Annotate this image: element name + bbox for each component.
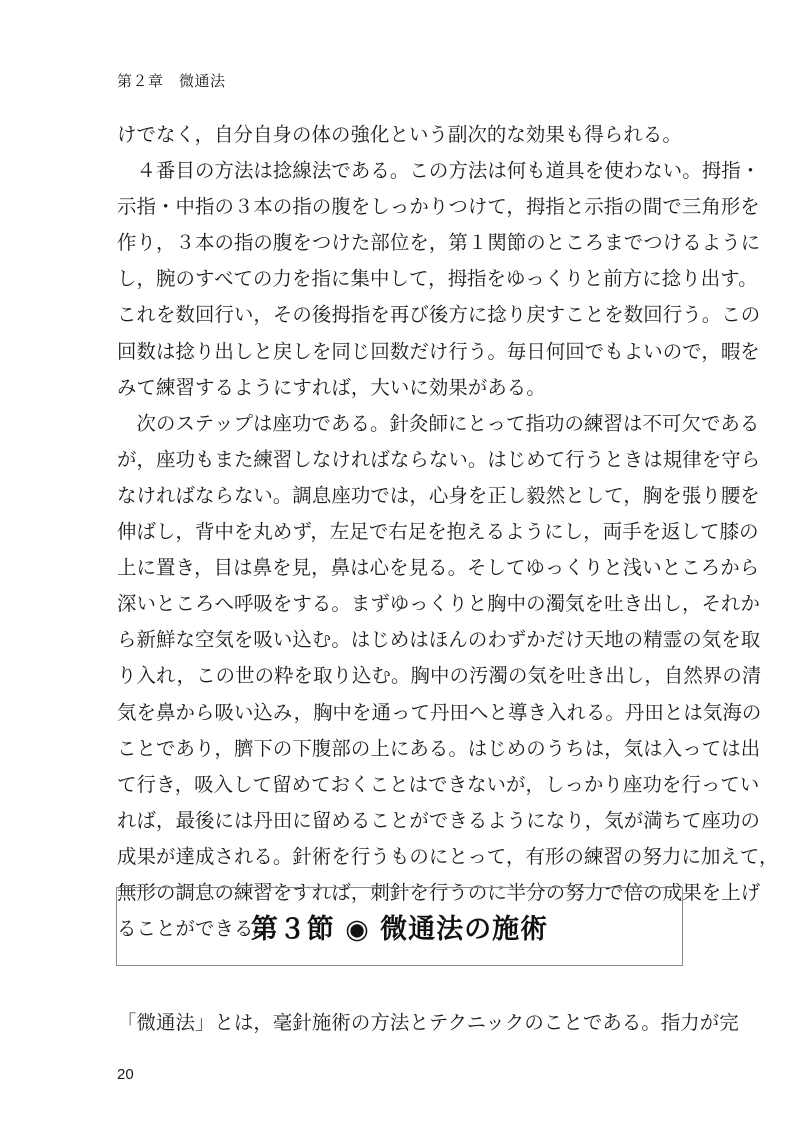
text-line: 示指・中指の３本の指の腹をしっかりつけて，拇指と示指の間で三角形を xyxy=(117,195,760,219)
section-body-text xyxy=(117,1005,739,1041)
text-line: なければならない。調息座功では，心身を正し毅然として，胸を張り腰を xyxy=(117,483,760,507)
text-line: が，座功もまた練習しなければならない。はじめて行うときは規律を守ら xyxy=(117,447,761,471)
text-line: 伸ばし，背中を丸めず，左足で右足を抱えるようにし，両手を返して膝の xyxy=(117,520,759,544)
text-line: 回数は捻り出しと戻しを同じ回数だけ行う。毎日何回でもよいので，暇を xyxy=(117,339,760,363)
body-text xyxy=(117,117,779,947)
text-line: 「微通法」とは，毫針施術の方法とテクニックのことである。指力が完 xyxy=(117,1011,739,1034)
text-line: ４番目の方法は捻線法である。この方法は何も道具を使わない。拇指・ xyxy=(117,159,761,183)
text-line: ら新鮮な空気を吸い込む。はじめはほんのわずかだけ天地の精霊の気を取 xyxy=(117,628,761,652)
text-line: 上に置き，目は鼻を見，鼻は心を見る。そしてゆっくりと浅いところから xyxy=(117,556,760,580)
text-line: みて練習するようにすれば，大いに効果がある。 xyxy=(117,375,546,399)
text-line: けでなく，自分自身の体の強化という副次的な効果も得られる。 xyxy=(117,123,682,146)
text-line: これを数回行い，その後拇指を再び後方に捻り戻すことを数回行う。この xyxy=(117,303,761,327)
text-line: 次のステップは座功である。針灸師にとって指功の練習は不可欠である xyxy=(117,411,760,435)
section-heading-box xyxy=(116,887,683,966)
text-line: り入れ，この世の粋を取り込む。胸中の汚濁の気を吐き出し，自然界の清 xyxy=(117,664,762,688)
page-number: 20 xyxy=(117,1066,134,1083)
text-line: 成果が達成される。針術を行うものにとって，有形の練習の努力に加えて， xyxy=(117,844,779,868)
text-line: ことであり，臍下の下腹部の上にある。はじめのうちは，気は入っては出 xyxy=(117,736,761,760)
text-line: し，腕のすべての力を指に集中して，拇指をゆっくりと前方に捻り出す。 xyxy=(117,267,758,291)
section-title: 第３節 ◉ 微通法の施術 xyxy=(250,914,549,945)
text-line: て行き，吸入して留めておくことはできないが，しっかり座功を行ってい xyxy=(117,772,760,796)
text-line: ることができる。 xyxy=(117,917,273,941)
text-line: 深いところへ呼吸をする。まずゆっくりと胸中の濁気を吐き出し，それか xyxy=(117,592,760,616)
text-line: 無形の調息の練習をすれば，刺針を行うのに半分の努力で倍の成果を上げ xyxy=(117,880,761,904)
text-line: 気を鼻から吸い込み，胸中を通って丹田へと導き入れる。丹田とは気海の xyxy=(117,700,762,724)
text-line: れば，最後には丹田に留めることができるようになり，気が満ちて座功の xyxy=(117,808,760,832)
text-line: 作り，３本の指の腹をつけた部位を，第１関節のところまでつけるように xyxy=(117,231,761,255)
running-head: 第２章 微通法 xyxy=(117,72,226,90)
